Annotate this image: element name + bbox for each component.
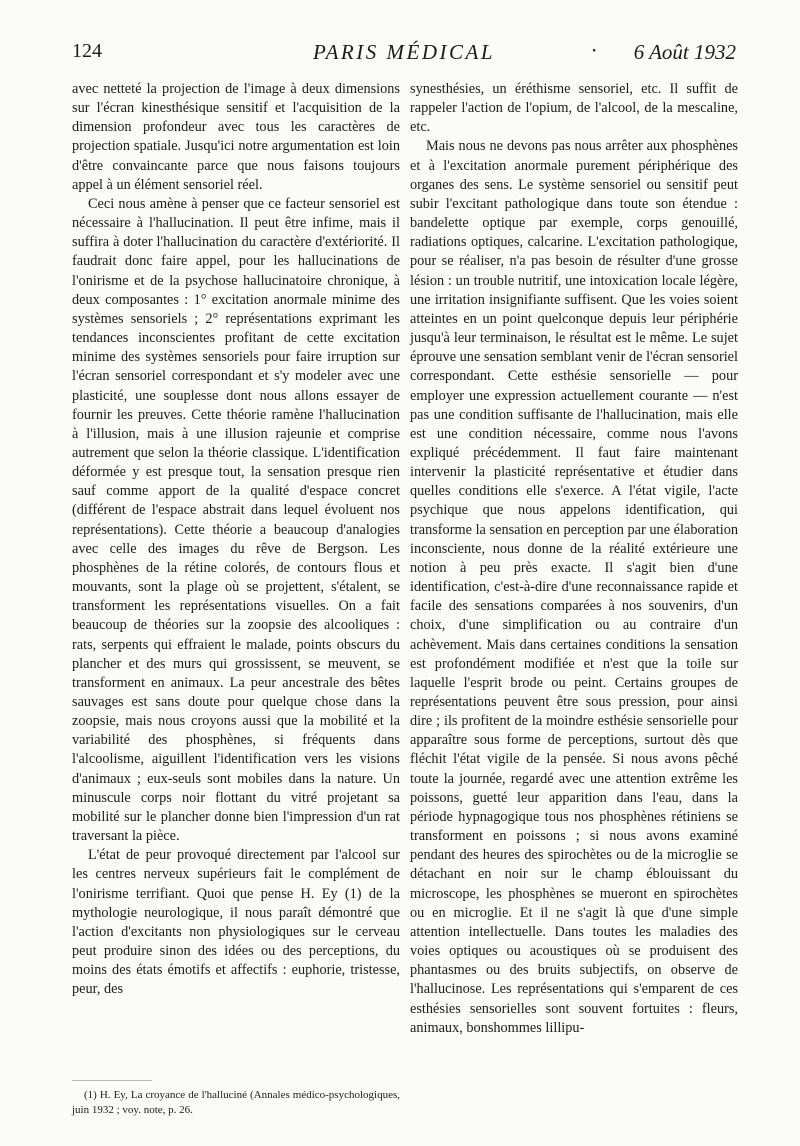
paragraph: avec netteté la projection de l'image à deux dimensions sur l'écran kinesthésique sensitif et l'acquisition de la dimension profondeur avec tous les caractères de projection spatiale. Jusqu'ici notre argumentation est loin d'être convaincante parce que nous faisons toujours appel à un élément sensoriel réel. bbox=[72, 81, 400, 193]
footnote-text: (1) H. Ey, La croyance de l'halluciné (Annales médico-psychologiques, juin 1932 ; voy. note, p. 26. bbox=[72, 1089, 400, 1116]
header-separator: · bbox=[591, 38, 598, 62]
running-header bbox=[72, 40, 736, 70]
paragraph: Ceci nous amène à penser que ce facteur sensoriel est nécessaire à l'hallucination. Il peut être infime, mais il suffira à doter l'hallucination du caractère d'extériorité. Il faudrait donc faire appel, pour les hallucinations de l'onirisme et de la psychose hallucinatoire chronique, à deux composantes : 1° excitation anormale minime des systèmes sensoriels ; 2° représentations exprimant les tendances inconscientes profitant de cette excitation minime des systèmes sensoriels pour faire irruption sur l'écran sensoriel correspondant et s'y modeler avec une plasticité, une souplesse dont nous allons essayer de fournir les preuves. Cette théorie ramène l'hallucination à l'illusion, mais à une illusion rajeunie et comprise autrement que selon la théorie classique. L'identification déformée y est presque tout, la sensation presque rien sauf comme apport de la qualité d'espace concret (différent de l'espace abstrait dans lequel évoluent nos représentations). Cette théorie a beaucoup d'analogies avec celle des images du rêve de Bergson. Les phosphènes de la rétine colorés, de contours flous et mouvants, sont la plage où se projettent, s'étalent, se transforment les représentations visuelles. On a fait beaucoup de théories sur la zoopsie des alcooliques : rats, serpents qui effraient le malade, points obscurs du plancher et des murs qui grossissent, se meuvent, se transforment en animaux. La peur ancestrale des bêtes sauvages est sans doute pour quelque chose dans la zoopsie, mais nous croyons aussi que la mobilité et la variabilité des phosphènes, si fréquents dans l'alcoolisme, aiguillent l'identification vers les visions d'animaux ; eux-seuls sont mobiles dans la nature. Un minuscule corps noir flottant du vitré projetant sa mobilité sur le plancher donne bien l'impression d'un rat traversant la pièce. bbox=[72, 195, 400, 845]
left-column bbox=[72, 80, 400, 1000]
paragraph: L'état de peur provoqué directement par l'alcool sur les centres nerveux supérieurs fait le complément de l'onirisme terrifiant. Quoi que pense H. Ey (1) de la mythologie neurologique, il nous paraît démontré que l'action d'excitants non physiologiques sur le cerveau peut produire sinon des idées ou des perceptions, du moins des états émotifs et affectifs : euphorie, tristesse, peur, des bbox=[72, 847, 400, 998]
journal-title: PARIS MÉDICAL bbox=[312, 40, 495, 64]
paragraph: Mais nous ne devons pas nous arrêter aux phosphènes et à l'excitation anormale purement périphérique des organes des sens. Le système sensoriel ou sensitif peut subir l'excitant pathologique dans toute son étendue : bandelette optique par exemple, corps genouillé, radiations optiques, calcarine. L'excitation pathologique, pour se réaliser, n'a pas besoin de résulter d'une grosse lésion : un trouble nutritif, une intoxication locale légère, une irritation insignifiante suffisent. Que les voies soient atteintes en un point quelconque depuis leur périphérie jusqu'à leur terminaison, le résultat est le même. Le sujet éprouve une sensation semblant venir de l'écran sensoriel correspondant. Cette esthésie sensorielle — pour employer une expression actuellement courante — n'est pas une condition suffisante de l'hallucination, mais elle est une condition nécessaire, comme nous l'avons expliqué précédemment. Il faut faire maintenant intervenir la plasticité représentative et étudier dans quelles conditions elle s'exerce. A l'état vigile, l'acte psychique que nous appelons identification, qui transforme la sensation en perception par une élaboration inconsciente, nous donne de la réalité extérieure une notion à peu près exacte. Il s'agit bien d'une identification, c'est-à-dire d'une reconnaissance rapide et facile des sensations comparées à nos souvenirs, d'un choix, d'une simplification ou au contraire d'un achèvement. Mais dans certaines conditions la sensation est profondément modifiée et n'est que la toile sur laquelle l'esprit brode ou peint. Certains groupes de représentations peuvent être sous pression, pour ainsi dire ; ils profitent de la moindre esthésie sensorielle pour apparaître sous forme de perceptions, surtout dès que fléchit l'état vigile de la pensée. Si nous avons pêché toute la journée, regardé avec une attention extrême les poissons, guetté leur apparition dans l'eau, dans la période hypnagogique tous nos phosphènes rétiniens se transforment en poissons ; si nous avons examiné pendant des heures des spirochètes ou de la microglie se détachant en noir sur le champ éblouissant du microscope, les phosphènes se mueront en spirochètes ou en microglie. Et il ne s'agit là que d'une simple attention intellectuelle. Dans toutes les maladies des voies optiques ou acoustiques où se produisent des phantasmes ou des bruits subjectifs, on observe de l'hallucinose. Les représentations qui s'emparent de ces esthésies sensorielles sont souvent fortuites : fleurs, animaux, bonshommes lillipu- bbox=[410, 138, 738, 1036]
right-column bbox=[410, 80, 738, 1038]
paragraph: synesthésies, un éréthisme sensoriel, etc. Il suffit de rappeler l'action de l'opium, de l'alcool, de la mescaline, etc. bbox=[410, 81, 738, 136]
footnote bbox=[72, 1088, 400, 1118]
footnote-rule bbox=[72, 1080, 152, 1081]
issue-date: 6 Août 1932 bbox=[633, 40, 736, 64]
page-number: 124 bbox=[72, 40, 102, 62]
